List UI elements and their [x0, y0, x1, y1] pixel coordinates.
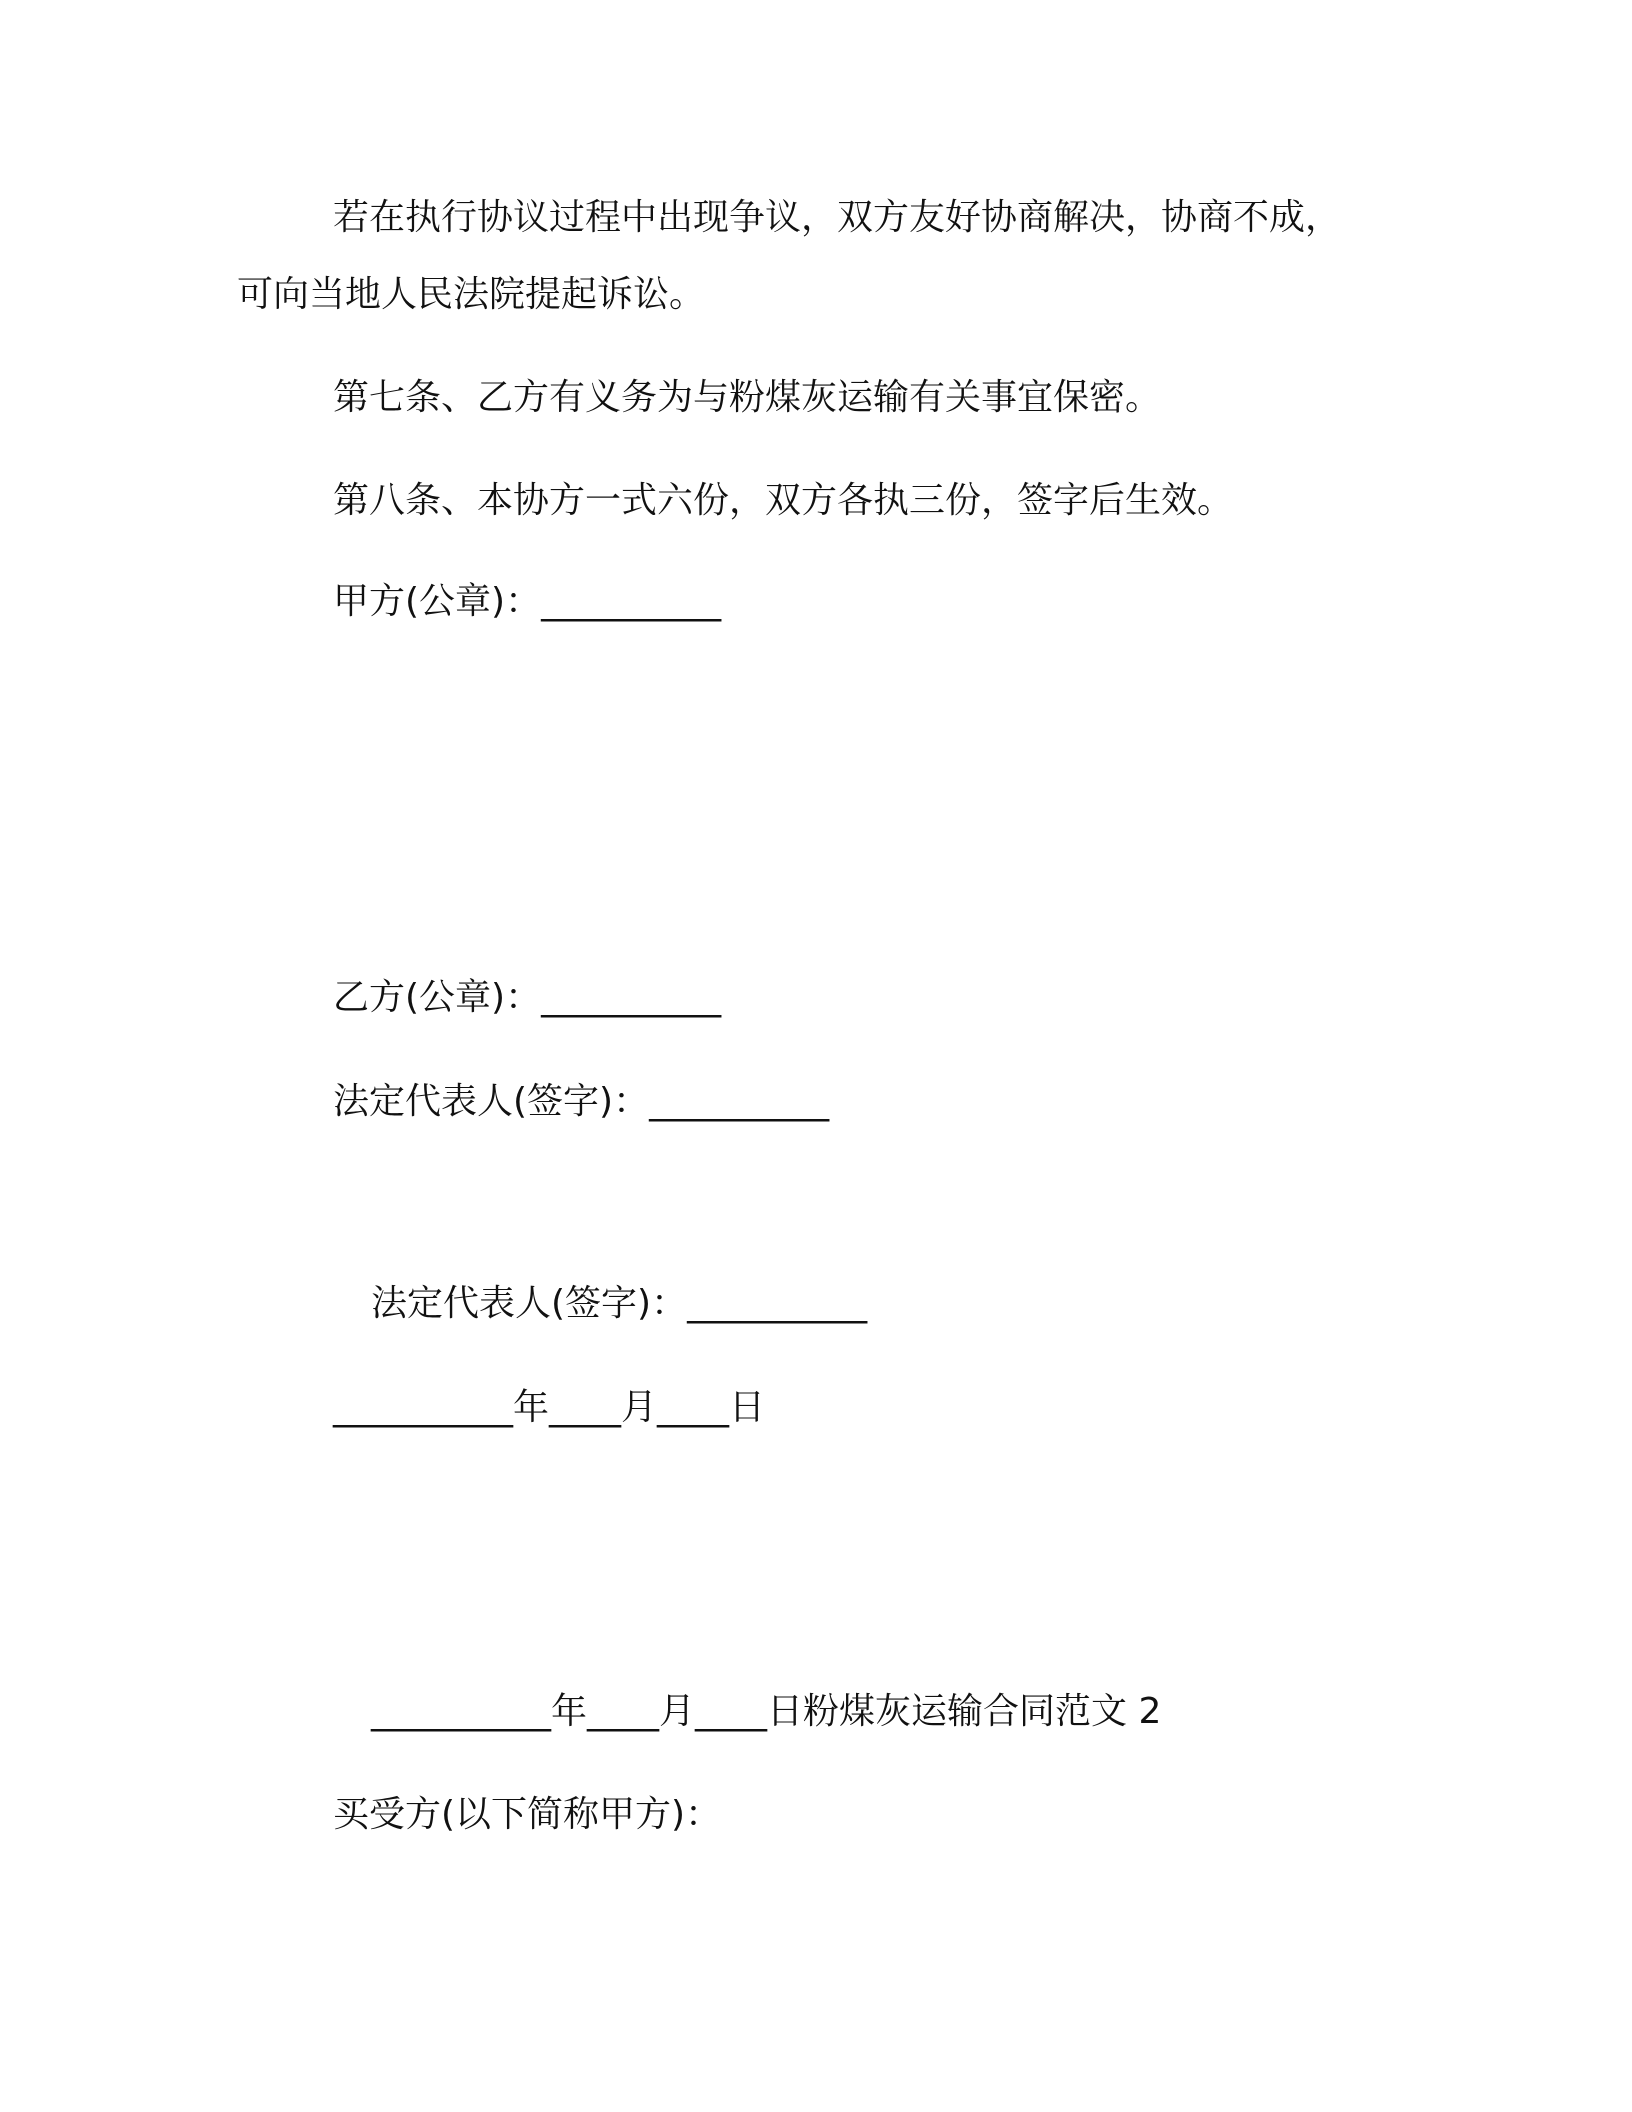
- party-a-seal-line: 甲方(公章)：__________: [333, 581, 722, 622]
- party-b-seal-line: 乙方(公章)：__________: [333, 977, 722, 1018]
- contract-2-title-line: __________年____月____日粉煤灰运输合同范文 2: [371, 1691, 1162, 1732]
- dispute-paragraph-line-1: 若在执行协议过程中出现争议，双方友好协商解决，协商不成，: [333, 197, 1342, 238]
- article-8: 第八条、本协方一式六份，双方各执三份，签字后生效。: [333, 480, 1234, 521]
- legal-representative-line-2: 法定代表人(签字)：__________: [371, 1283, 868, 1324]
- legal-representative-line-1: 法定代表人(签字)：__________: [333, 1081, 830, 1122]
- date-line: __________年____月____日: [333, 1387, 765, 1428]
- buyer-label-line: 买受方(以下简称甲方)：: [333, 1794, 722, 1835]
- dispute-paragraph-line-2: 可向当地人民法院提起诉讼。: [237, 274, 706, 315]
- article-7: 第七条、乙方有义务为与粉煤灰运输有关事宜保密。: [333, 377, 1162, 418]
